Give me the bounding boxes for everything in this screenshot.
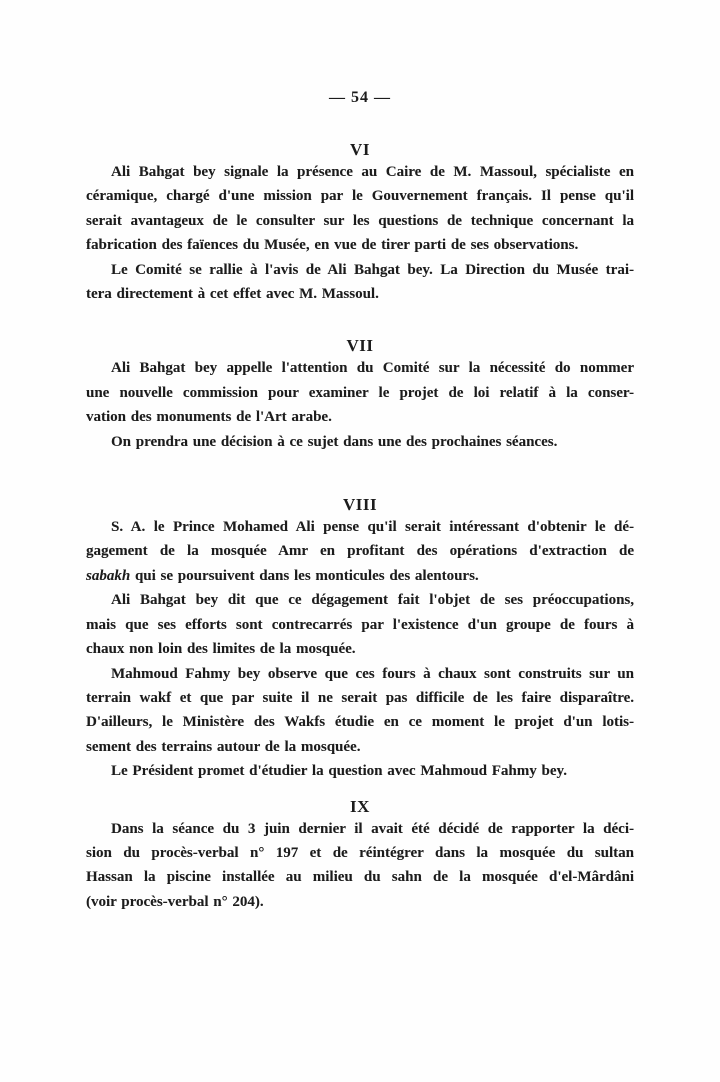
paragraph — [86, 588, 634, 661]
paragraph — [86, 258, 634, 307]
section-vi — [86, 140, 634, 306]
section-ix — [86, 797, 634, 915]
text-line: céramique, chargé d'une mission par le Gouvernement français. Il pense qu'il — [86, 188, 634, 205]
text-line: S. A. le Prince Mohamed Ali pense qu'il serait intéressant d'obtenir le dé- — [111, 519, 634, 536]
paragraph — [86, 662, 634, 760]
text-line: D'ailleurs, le Ministère des Wakfs étudie en ce moment le projet d'un lotis- — [86, 714, 634, 731]
paragraph — [86, 160, 634, 258]
text-line: Ali Bahgat bey appelle l'attention du Comité sur la nécessité do nommer — [111, 360, 634, 377]
paragraph — [86, 759, 634, 783]
section-heading: IX — [350, 796, 370, 816]
text-line: Hassan la piscine installée au milieu du sahn de la mosquée d'el-Mârdâni — [86, 869, 634, 886]
text-line: une nouvelle commission pour examiner le projet de loi relatif à la conser- — [86, 384, 634, 401]
text-line: tera directement à cet effet avec M. Massoul. — [86, 286, 379, 303]
paragraph — [86, 817, 634, 915]
page-number: — 54 — — [329, 89, 391, 106]
paragraph — [86, 356, 634, 429]
text-line: Le Président promet d'étudier la question avec Mahmoud Fahmy bey. — [111, 763, 567, 780]
text-line: terrain wakf et que par suite il ne serait pas difficile de les faire disparaître. — [86, 689, 634, 706]
text-line: Ali Bahgat bey signale la présence au Caire de M. Massoul, spécialiste en — [111, 164, 634, 180]
text-line: sabakh qui se poursuivent dans les monticules des alentours. — [86, 567, 479, 584]
text-line: gagement de la mosquée Amr en profitant des opérations d'extraction de — [86, 543, 634, 560]
section-heading: VI — [350, 140, 370, 159]
text-line: chaux non loin des limites de la mosquée. — [86, 641, 356, 658]
text-block — [86, 0, 634, 914]
text-line: Le Comité se rallie à l'avis de Ali Bahgat bey. La Direction du Musée trai- — [111, 261, 634, 278]
text-line: sion du procès-verbal n° 197 et de réintégrer dans la mosquée du sultan — [86, 844, 634, 861]
section-viii — [86, 495, 634, 783]
text-line: Ali Bahgat bey dit que ce dégagement fait l'objet de ses préoccupations, — [111, 592, 634, 609]
text-line: Dans la séance du 3 juin dernier il avait été décidé de rapporter la déci- — [111, 820, 634, 837]
section-vii — [86, 336, 634, 454]
text-line: sement des terrains autour de la mosquée. — [86, 738, 361, 755]
paragraph — [86, 430, 634, 454]
text-line: mais que ses efforts sont contrecarrés par l'existence d'un groupe de fours à — [86, 616, 634, 633]
text-line: vation des monuments de l'Art arabe. — [86, 409, 332, 426]
section-heading: VIII — [342, 495, 378, 515]
text-line: Mahmoud Fahmy bey observe que ces fours à chaux sont construits sur un — [111, 665, 634, 682]
text-line: On prendra une décision à ce sujet dans une des prochaines séances. — [111, 433, 558, 450]
text-line: fabrication des faïences du Musée, en vue de tirer parti de ses observations. — [86, 237, 579, 254]
text-line: serait avantageux de le consulter sur les questions de technique concernant la — [86, 212, 634, 229]
section-heading: VII — [346, 336, 374, 356]
text-line: (voir procès-verbal n° 204). — [86, 893, 264, 910]
paragraph — [86, 515, 634, 588]
